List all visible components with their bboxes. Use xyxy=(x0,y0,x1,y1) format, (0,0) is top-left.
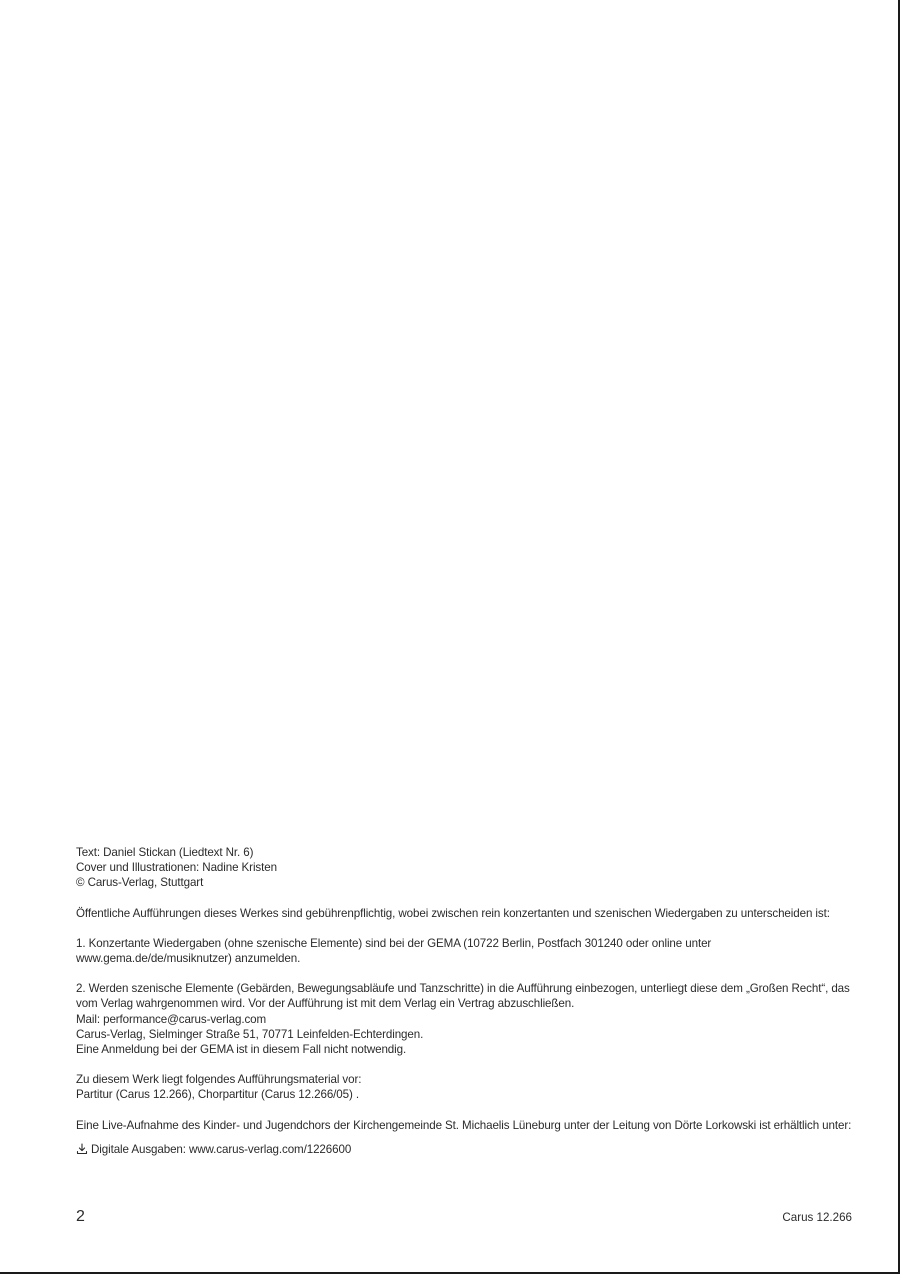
copyright: © Carus-Verlag, Stuttgart xyxy=(76,876,204,890)
download-icon xyxy=(76,1143,88,1155)
clause-scenic-text: 2. Werden szenische Elemente (Gebärden, Bewegungsabläufe und Tanzschritte) in die Aufführung einbezogen, unterliegt diese dem „Großen Recht“, das vom Verlag wahrgenommen wird. Vor der Aufführung ist mit dem Verlag ein Vertrag abzuschließen. xyxy=(76,982,850,1011)
credits xyxy=(76,845,852,891)
digital-editions xyxy=(76,1142,852,1157)
catalog-number: Carus 12.266 xyxy=(782,1211,852,1224)
cover-credit: Cover und Illustrationen: Nadine Kristen xyxy=(76,861,277,875)
digital-editions-link[interactable]: Digitale Ausgaben: www.carus-verlag.com/1226600 xyxy=(91,1142,352,1156)
page-number: 2 xyxy=(76,1208,85,1225)
material-items: Partitur (Carus 12.266), Chorpartitur (Carus 12.266/05) . xyxy=(76,1088,359,1102)
gema-note: Eine Anmeldung bei der GEMA ist in diesem Fall nicht notwendig. xyxy=(76,1043,407,1057)
imprint-block xyxy=(76,845,852,1157)
clause-scenic xyxy=(76,981,852,1057)
recording-text: Eine Live-Aufnahme des Kinder- und Jugendchors der Kirchengemeinde St. Michaelis Lüneburg unter der Leitung von Dörte Lorkowski ist erhältlich unter: xyxy=(76,1118,852,1132)
recording-notice xyxy=(76,1118,852,1133)
clause-concert xyxy=(76,936,852,966)
text-credit: Text: Daniel Stickan (Liedtext Nr. 6) xyxy=(76,846,254,859)
publisher-address: Carus-Verlag, Sielminger Straße 51, 70771 Leinfelden-Echterdingen. xyxy=(76,1027,424,1041)
page-footer xyxy=(76,1207,852,1227)
clause-concert-text: 1. Konzertante Wiedergaben (ohne szenische Elemente) sind bei der GEMA (10722 Berlin, Postfach 301240 oder online unter www.gema.de/de/musiknutzer) anzumelden. xyxy=(76,936,712,966)
performance-notice xyxy=(76,906,852,921)
material-intro: Zu diesem Werk liegt folgendes Aufführungsmaterial vor: xyxy=(76,1073,362,1087)
performance-notice-text: Öffentliche Aufführungen dieses Werkes sind gebührenpflichtig, wobei zwischen rein konzertanten und szenischen Wiedergaben zu unterscheiden ist: xyxy=(76,906,830,920)
contact-mail: Mail: performance@carus-verlag.com xyxy=(76,1012,267,1026)
performance-material xyxy=(76,1072,852,1102)
